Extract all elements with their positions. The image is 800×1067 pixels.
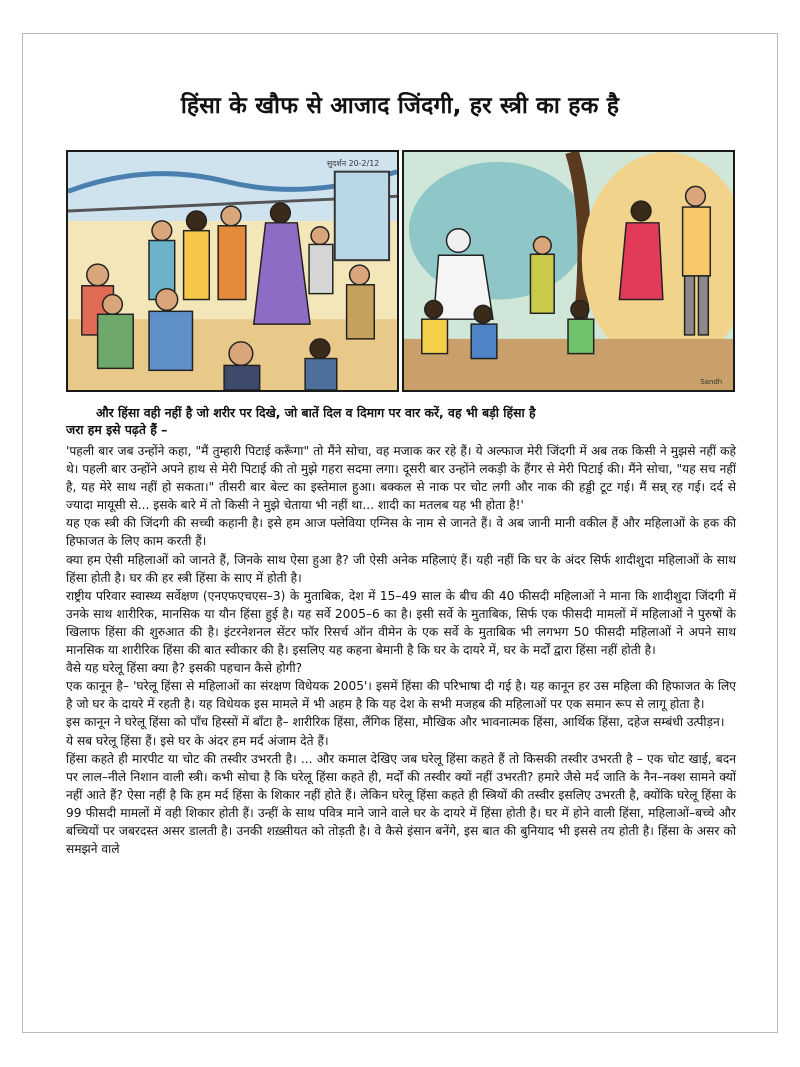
intro-line-2: जरा हम इसे पढ़ते हैं – (66, 422, 168, 437)
paragraph-question: क्या हम ऐसी महिलाओं को जानते हैं, जिनके साथ ऐसा हुआ है? जी ऐसी अनेक महिलाएं हैं। यही नहीं कि घर के अंदर सिर्फ शादीशुदा महिलाओं के साथ हिंसा होती है। घर की हर स्त्री हिंसा के साए में होती है। (66, 552, 736, 585)
paragraph-survey: राष्ट्रीय परिवार स्वास्थ्य सर्वेक्षण (एनएफएचएस–3) के मुताबिक, देश में 15–49 साल के बीच की 40 फीसदी महिलाओं ने माना कि शादीशुदा जिंदगी में उनके साथ शारीरिक, मानसिक या यौन हिंसा हुई है। यह सर्वे 2005–6 का है। इसी सर्वे के मुताबिक, सिर्फ एक फीसदी मामलों में महिलाओं ने पुरुषों के खिलाफ हिंसा की शुरुआत की है। इंटरनेशनल सेंटर फॉर रिसर्च ऑन वीमेन के एक सर्वे के मुताबिक भी लगभग 50 फीसदी महिलाओं ने अपने साथ मानसिक या शारीरिक हिंसा की बात स्वीकार की है। इसलिए यह कहना बेमानी है कि घर के दायरे में, घर के मर्दों द्वारा हिंसा नहीं होती है। (66, 588, 736, 658)
paragraph-story: यह एक स्त्री की जिंदगी की सच्ची कहानी है। इसे हम आज फ्लेविया एग्निस के नाम से जानते हैं। वे अब जानी मानी वकील हैं और महिलाओं के हक की हिफाजत के लिए काम करती हैं। (66, 516, 736, 549)
cartoon-village-image (402, 150, 735, 392)
intro-callout (66, 404, 736, 438)
paragraph-categories: इस कानून ने घरेलू हिंसा को पाँच हिस्सों में बाँटा है– शारीरिक हिंसा, लैंगिक हिंसा, मौखिक और भावनात्मक हिंसा, आर्थिक हिंसा, दहेज सम्बंधी उत्पीड़न। (66, 715, 725, 730)
paragraph-men: ये सब घरेलू हिंसा हैं। इसे घर के अंदर हम मर्द अंजाम देते हैं। (66, 733, 329, 748)
page-title: हिंसा के खौफ से आजाद जिंदगी, हर स्त्री का हक है (180, 93, 620, 119)
paragraph-image: हिंसा कहते ही मारपीट या चोट की तस्वीर उभरती है। ... और कमाल देखिए जब घरेलू हिंसा कहते हैं तो किसकी तस्वीर उभरती है – एक चोट खाई, बदन पर लाल–नीले निशान वाली स्त्री। कभी सोचा है कि घरेलू हिंसा कहते ही, मर्दों की तस्वीर क्यों नहीं उभरती? हमारे जैसे मर्द जाति के नैन–नक्श सामने क्यों नहीं आते हैं? ऐसा नहीं है कि हम मर्द हिंसा के शिकार नहीं होते हैं। लेकिन घरेलू हिंसा कहते ही स्त्रियों की तस्वीर इसलिए उभरती है, क्योंकि घरेलू हिंसा के 99 फीसदी मामलों में वही शिकार होती हैं। उन्हीं के साथ पवित्र माने जाने वाले घर के दायरे में हिंसा होती है। घर में होने वाली हिंसा, महिलाओं–बच्चे और बच्चियों पर जबरदस्त असर डालती है। उनकी शख़्सीयत को तोड़ती है। वे कैसे इंसान बनेंगे, इस बात की बुनियाद भी इससे तय होती है। हिंसा के असर को समझने वाले (66, 751, 736, 857)
cartoon-signature-left: सुदर्शन 20-2/12 (326, 158, 380, 168)
intro-line-1: और हिंसा वही नहीं है जो शरीर पर दिखे, जो बातें दिल व दिमाग पर वार करें, वह भी बड़ी हिंसा है (96, 405, 536, 420)
paragraph-what-is: वैसे यह घरेलू हिंसा क्या है? इसकी पहचान कैसे होगी? (66, 661, 303, 676)
cartoon-village-domestic-violence-icon (404, 152, 733, 390)
article-body (66, 442, 736, 858)
paragraph-quote: 'पहली बार जब उन्होंने कहा, "मैं तुम्हारी पिटाई करूँगा" तो मैंने सोचा, वह मजाक कर रहे हैं। ये अल्फाज मेरी जिंदगी में अब तक किसी ने मुझसे नहीं कहे थे। पहली बार उन्होंने अपने हाथ से मेरी पिटाई की तो मुझे गहरा सदमा लगा। दूसरी बार उन्होंने लकड़ी के हैंगर से मेरी पिटाई की। मैंने सोचा, "यह सच नहीं है, यह मेरे साथ नहीं हो सकता।" तीसरी बार बेल्ट का इस्तेमाल हुआ। बक्कल से नाक पर चोट लगी और नाक की हड्डी टूट गई। मैं सन्न् रह गई। दर्द से ज्यादा मायूसी से... इसके बारे में तो किसी ने मुझे चेताया भी नहीं था... शादी का मतलब यह भी होता है!' (66, 444, 736, 513)
paragraph-law: एक कानून है– 'घरेलू हिंसा से महिलाओं का संरक्षण विधेयक 2005'। इसमें हिंसा की परिभाषा दी गई है। यह कानून हर उस महिला की हिफाजत के लिए है जो घर के दायरे में रहती है। यह विधेयक इस मामले में भी अहम है कि यह देश के सभी मजहब की महिलाओं पर एक समान रूप से लागू होता है। (66, 679, 736, 712)
cartoon-bus-harassment-icon (68, 152, 397, 390)
cartoon-signature-right: Sandh (700, 378, 723, 387)
cartoon-bus-image (66, 150, 399, 392)
